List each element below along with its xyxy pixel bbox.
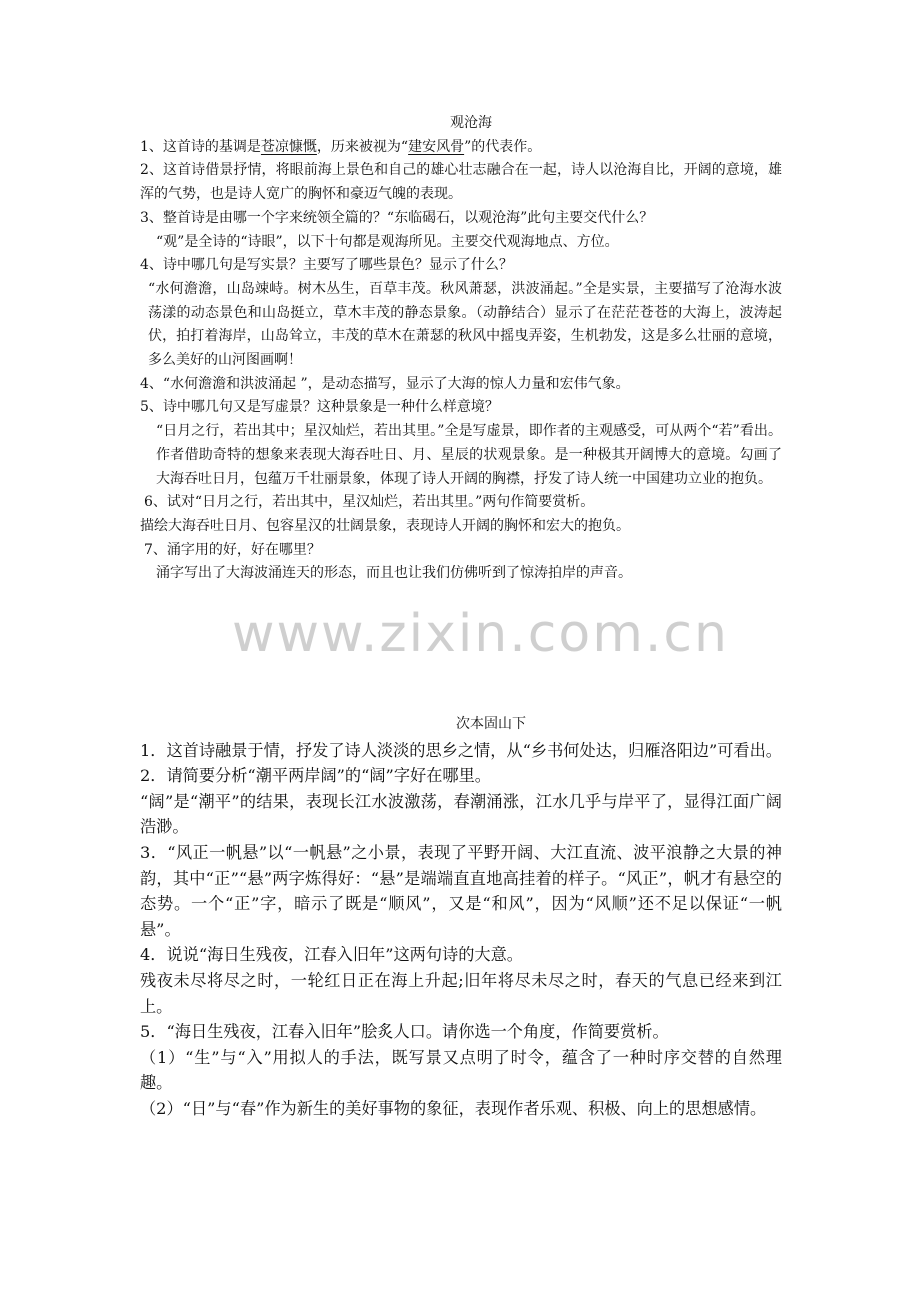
- question-3: 3．“风正一帆悬”以“一帆悬”之小景，表现了平野开阔、大江直流、波平浪静之大景的神韵，其中“正”“悬”两字炼得好：“悬”是端端直直地高挂着的样子。“风正”，帆才有悬空的态势。一个“正”字，暗示了既是“顺风”，又是“和风”，因为“风顺”还不足以保证“一帆悬”。: [140, 842, 782, 939]
- question-3: 3、整首诗是由哪一个字来统领全篇的？“东临碣石，以观沧海”此句主要交代什么？: [140, 209, 654, 226]
- question-5: 5．“海日生残夜，江春入旧年”脍炙人口。请你选一个角度，作简要赏析。: [140, 1022, 669, 1042]
- section-ci-bei-gu-shan-xia: [140, 712, 782, 1122]
- question-7: 7、涌字用的好，好在哪里？: [144, 541, 321, 558]
- answer-4: 残夜未尽将尽之时，一轮红日正在海上升起;旧年将尽未尽之时，春天的气息已经来到江上。: [140, 970, 782, 1016]
- question-4b: 4、“水何澹澹和洪波涌起 ”，是动态描写，显示了大海的惊人力量和宏伟气象。: [140, 375, 630, 392]
- answer-3: “观”是全诗的“诗眼”，以下十句都是观海所见。主要交代观海地点、方位。: [156, 233, 619, 250]
- section-title: 次本固山下: [456, 716, 526, 732]
- section-guan-cang-hai: [140, 112, 782, 586]
- answer-7: 涌字写出了大海波涌连天的形态，而且也让我们仿佛听到了惊涛拍岸的声音。: [156, 565, 632, 582]
- question-4: 4．说说“海日生残夜，江春入旧年”这两句诗的大意。: [140, 945, 523, 965]
- answer-4: “水何澹澹，山岛竦峙。树木丛生，百草丰茂。秋风萧瑟，洪波涌起。”全是实景，主要描写了沧海水波荡漾的动态景色和山岛挺立，草木丰茂的静态景象。（动静结合）显示了在茫茫苍苍的大海上，波涛起伏，拍打着海岸，山岛耸立，丰茂的草木在萧瑟的秋风中摇曳弄姿，生机勃发，这是多么壮丽的意境，多么美好的山河图画啊！: [148, 280, 782, 369]
- section-title: 观沧海: [450, 115, 492, 131]
- answer-6: 描绘大海吞吐日月、包容星汉的壮阔景象，表现诗人开阔的胸怀和宏大的抱负。: [140, 517, 630, 534]
- question-6: 6、试对“日月之行，若出其中，星汉灿烂，若出其里。”两句作简要赏析。: [144, 494, 595, 511]
- answer-5-part-2: （2）“日”与“春”作为新生的美好事物的象征，表现作者乐观、积极、向上的思想感情。: [140, 1098, 767, 1118]
- question-4: 4、诗中哪几句是写实景？主要写了哪些景色？显示了什么？: [140, 257, 513, 274]
- question-2: 2、这首诗借景抒情，将眼前海上景色和自己的雄心壮志融合在一起，诗人以沧海自比，开阔的意境，雄浑的气势，也是诗人宽广的胸怀和豪迈气魄的表现。: [140, 162, 782, 203]
- question-5: 5、诗中哪几句又是写虚景？这种景象是一种什么样意境？: [140, 399, 499, 416]
- answer-5-part-1: （1）“生”与“入”用拟人的手法，既写景又点明了时令，蕴含了一种时序交替的自然理趣。: [140, 1047, 782, 1093]
- question-1: 1、这首诗的基调是苍凉慷慨，历来被视为“建安风骨”的代表作。: [140, 138, 542, 155]
- answer-5: “日月之行，若出其中；星汉灿烂，若出其里。”全是写虚景，即作者的主观感受，可从两个“若”看出。作者借助奇特的想象来表现大海吞吐日、月、星辰的状观景象。是一种极其开阔博大的意境。勾画了大海吞吐日月，包蕴万千壮丽景象，体现了诗人开阔的胸襟，抒发了诗人统一中国建功立业的抱负。: [156, 423, 782, 487]
- question-1: 1．这首诗融景于情，抒发了诗人淡淡的思乡之情，从“乡书何处达，归雁洛阳边”可看出。: [140, 740, 782, 760]
- question-2: 2．请简要分析“潮平两岸阔”的“阔”字好在哪里。: [140, 766, 491, 786]
- watermark: www.zixin.com.cn: [232, 604, 729, 664]
- underlined-term: 建安风骨: [408, 138, 465, 155]
- answer-2: “阔”是“潮平”的结果，表现长江水波激荡，春潮涌涨，江水几乎与岸平了，显得江面广阔浩渺。: [140, 791, 782, 837]
- underlined-term: 苍凉慷慨: [260, 138, 317, 155]
